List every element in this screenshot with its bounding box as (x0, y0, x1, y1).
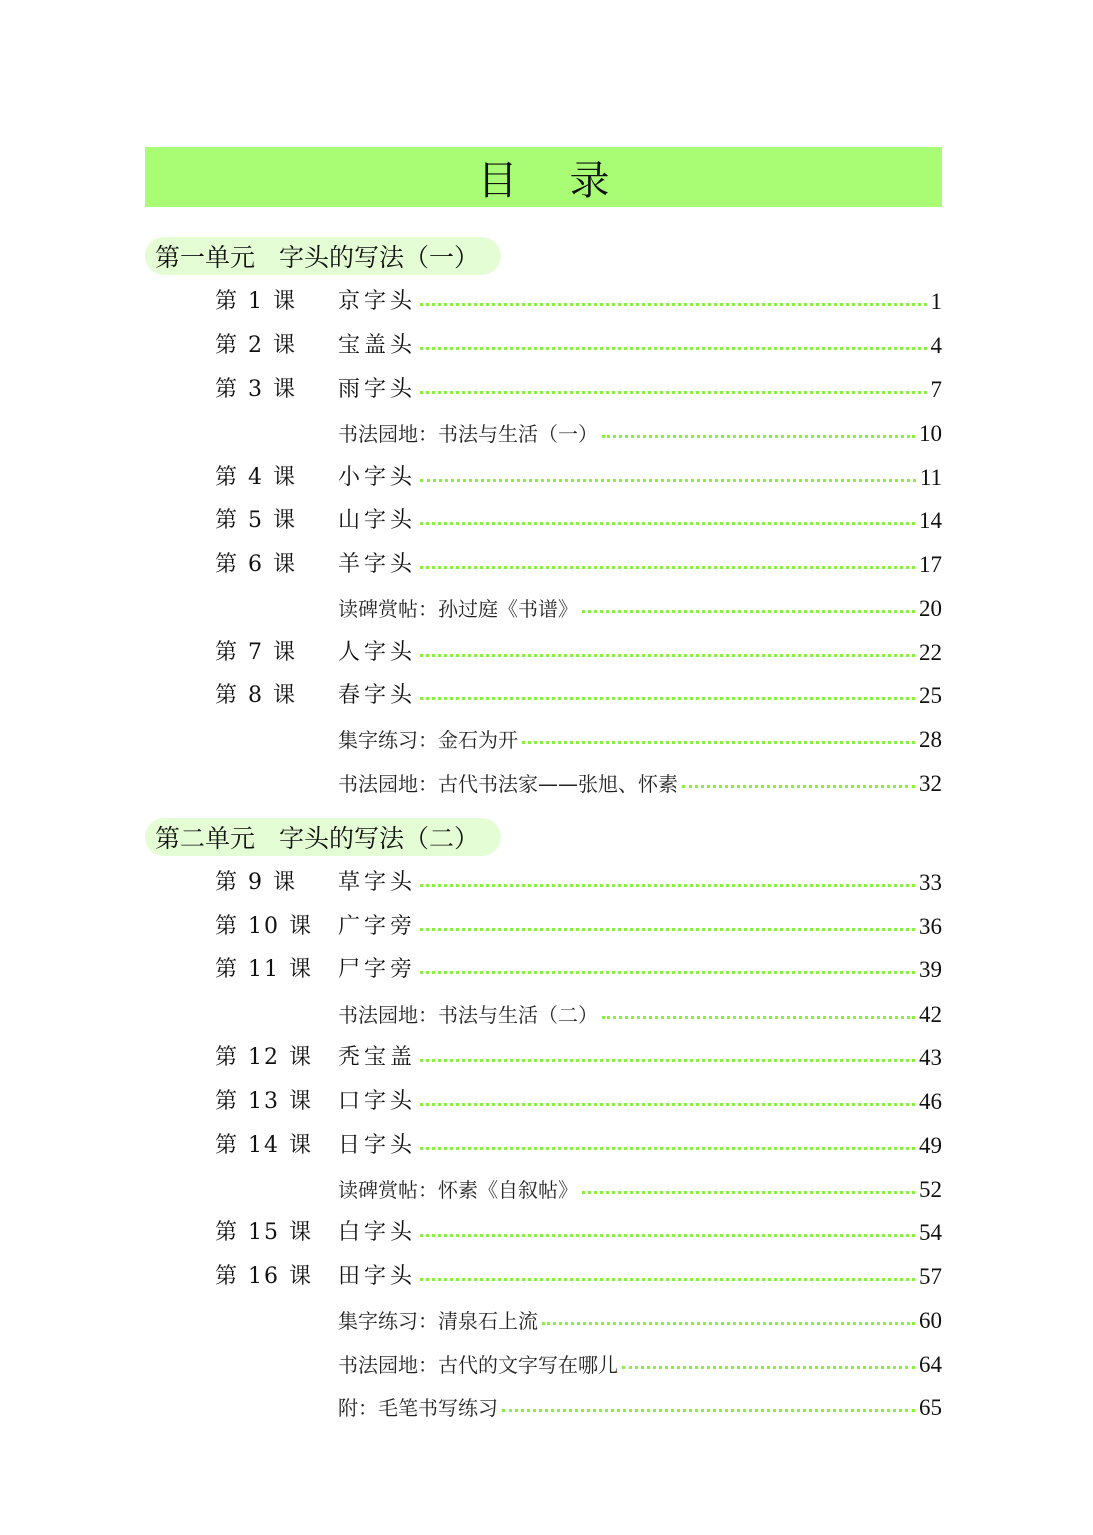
entry-title: 集字练习：金石为开 (338, 728, 518, 752)
leader-dots (420, 347, 926, 350)
toc-entry[interactable] (215, 1348, 942, 1378)
page-number: 25 (919, 683, 942, 708)
entry-title: 山字头 (338, 508, 417, 533)
toc-entry[interactable] (215, 998, 942, 1028)
page-number: 1 (930, 289, 942, 314)
leader-dots (682, 785, 915, 788)
entry-title: 小字头 (338, 465, 417, 490)
entry-title: 人字头 (338, 640, 417, 665)
page-number: 32 (919, 771, 942, 796)
lesson-label: 第 8 课 (215, 683, 297, 708)
lesson-label: 第 15 课 (215, 1220, 313, 1245)
leader-dots (420, 654, 915, 657)
unit-number: 第二单元 (155, 824, 256, 853)
leader-dots (420, 522, 915, 525)
entry-title: 口字头 (338, 1089, 417, 1114)
entry-title: 广字旁 (338, 914, 417, 939)
toc-title: 目录 (477, 157, 662, 204)
leader-dots (522, 741, 915, 744)
toc-entry[interactable] (215, 592, 942, 622)
page-number: 4 (930, 333, 942, 358)
toc-entry[interactable] (215, 1041, 942, 1071)
toc-entry[interactable] (215, 1260, 942, 1290)
page-number: 20 (919, 596, 942, 621)
page-number: 64 (919, 1352, 942, 1377)
toc-entry[interactable] (215, 953, 942, 983)
page-number: 22 (919, 640, 942, 665)
toc-entry[interactable] (215, 1391, 942, 1421)
toc-entry[interactable] (215, 417, 942, 447)
entry-title: 附：毛笔书写练习 (338, 1396, 498, 1420)
entry-title: 雨字头 (338, 377, 417, 402)
leader-dots (602, 435, 915, 438)
toc-entry[interactable] (215, 910, 942, 940)
leader-dots (420, 1103, 915, 1106)
lesson-label: 第 16 课 (215, 1264, 313, 1289)
toc-entry[interactable] (215, 548, 942, 578)
page-number: 33 (919, 870, 942, 895)
entry-title: 田字头 (338, 1264, 417, 1289)
page-number: 57 (919, 1264, 942, 1289)
unit-heading (145, 818, 501, 856)
toc-entry[interactable] (215, 1173, 942, 1203)
leader-dots (420, 391, 926, 394)
page-number: 28 (919, 727, 942, 752)
unit-subtitle: 字头的写法（一） (279, 243, 480, 272)
entry-title: 宝盖头 (338, 333, 417, 358)
toc-entry[interactable] (215, 1085, 942, 1115)
lesson-label: 第 5 课 (215, 508, 297, 533)
page-number: 17 (919, 552, 942, 577)
page-number: 36 (919, 914, 942, 939)
page-number: 65 (919, 1395, 942, 1420)
leader-dots (420, 1147, 915, 1150)
lesson-label: 第 14 课 (215, 1133, 313, 1158)
page-number: 42 (919, 1002, 942, 1027)
lesson-label: 第 1 课 (215, 289, 297, 314)
toc-entry[interactable] (215, 767, 942, 797)
page-number: 7 (930, 377, 942, 402)
page-number: 46 (919, 1089, 942, 1114)
lesson-label: 第 13 课 (215, 1089, 313, 1114)
leader-dots (622, 1366, 915, 1369)
entry-title: 集字练习：清泉石上流 (338, 1309, 538, 1333)
entry-title: 尸字旁 (338, 957, 417, 982)
lesson-label: 第 9 课 (215, 870, 297, 895)
entry-title: 书法园地：古代的文字写在哪儿 (338, 1353, 618, 1377)
lesson-label: 第 3 课 (215, 377, 297, 402)
page-number: 49 (919, 1133, 942, 1158)
unit-number: 第一单元 (155, 243, 256, 272)
entry-title: 书法园地：书法与生活（一） (338, 422, 598, 446)
toc-entry[interactable] (215, 1216, 942, 1246)
toc-title-band (145, 147, 942, 207)
toc-entry[interactable] (215, 461, 942, 491)
entry-title: 京字头 (338, 289, 417, 314)
leader-dots (420, 697, 915, 700)
entry-title: 羊字头 (338, 552, 417, 577)
leader-dots (420, 1278, 915, 1281)
leader-dots (582, 1191, 915, 1194)
leader-dots (542, 1322, 915, 1325)
leader-dots (420, 1059, 915, 1062)
page-number: 11 (919, 465, 942, 490)
unit-heading (145, 237, 501, 275)
toc-entry[interactable] (215, 679, 942, 709)
page-number: 43 (919, 1045, 942, 1070)
toc-entry[interactable] (215, 1304, 942, 1334)
toc-entry[interactable] (215, 285, 942, 315)
leader-dots (420, 971, 915, 974)
page-number: 54 (919, 1220, 942, 1245)
lesson-label: 第 11 课 (215, 957, 313, 982)
toc-entry[interactable] (215, 373, 942, 403)
toc-entry[interactable] (215, 1129, 942, 1159)
lesson-label: 第 10 课 (215, 914, 313, 939)
page-number: 52 (919, 1177, 942, 1202)
toc-entry[interactable] (215, 504, 942, 534)
lesson-label: 第 12 课 (215, 1045, 313, 1070)
entry-title: 读碑赏帖：孙过庭《书谱》 (338, 597, 578, 621)
lesson-label: 第 6 课 (215, 552, 297, 577)
page-number: 14 (919, 508, 942, 533)
leader-dots (582, 610, 915, 613)
toc-entry[interactable] (215, 723, 942, 753)
page-number: 60 (919, 1308, 942, 1333)
leader-dots (420, 566, 915, 569)
leader-dots (420, 303, 926, 306)
page-number: 10 (919, 421, 942, 446)
unit-subtitle: 字头的写法（二） (279, 824, 480, 853)
leader-dots (602, 1016, 915, 1019)
page-number: 39 (919, 957, 942, 982)
lesson-label: 第 4 课 (215, 465, 297, 490)
leader-dots (420, 884, 915, 887)
entry-title: 书法园地：书法与生活（二） (338, 1003, 598, 1027)
entry-title: 书法园地：古代书法家——张旭、怀素 (338, 772, 678, 796)
toc-entry[interactable] (215, 329, 942, 359)
leader-dots (420, 928, 915, 931)
lesson-label: 第 7 课 (215, 640, 297, 665)
leader-dots (420, 1234, 915, 1237)
lesson-label: 第 2 课 (215, 333, 297, 358)
leader-dots (502, 1409, 915, 1412)
toc-entry[interactable] (215, 866, 942, 896)
entry-title: 秃宝盖 (338, 1045, 417, 1070)
entry-title: 白字头 (338, 1220, 417, 1245)
entry-title: 读碑赏帖：怀素《自叙帖》 (338, 1178, 578, 1202)
leader-dots (420, 479, 916, 482)
entry-title: 日字头 (338, 1133, 417, 1158)
entry-title: 草字头 (338, 870, 417, 895)
toc-entry[interactable] (215, 636, 942, 666)
entry-title: 春字头 (338, 683, 417, 708)
